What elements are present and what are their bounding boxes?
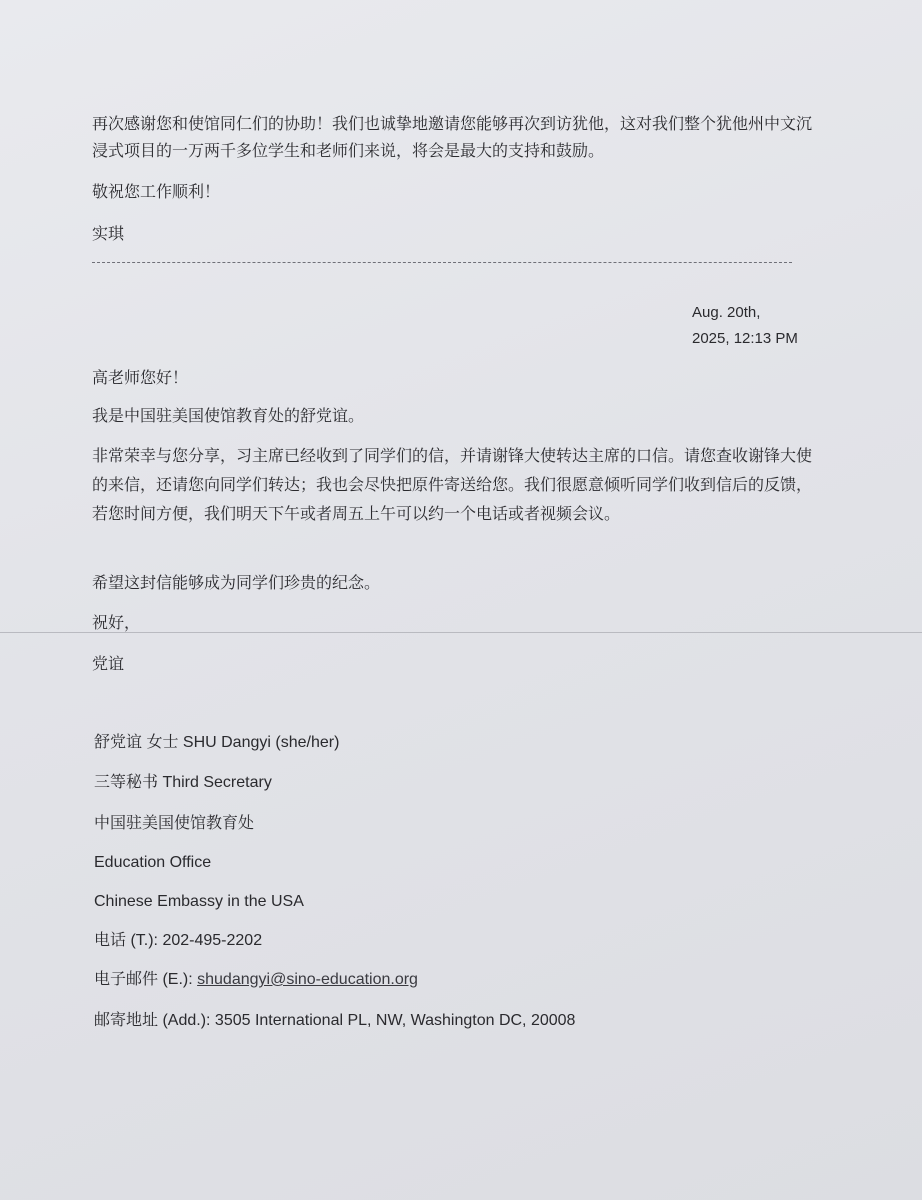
reply-hope: 希望这封信能够成为同学们珍贵的纪念。: [92, 573, 381, 592]
closing-wishes: 敬祝您工作顺利！: [92, 182, 221, 201]
dashed-divider: [92, 262, 792, 263]
reply-regards: 祝好，: [92, 613, 141, 632]
reply-greeting: 高老师您好！: [92, 368, 189, 387]
reply-date-line1: Aug. 20th,: [692, 304, 761, 321]
reply-signature: 党谊: [92, 654, 125, 673]
contact-email-line: [94, 969, 418, 991]
contact-address-line: [94, 1010, 575, 1032]
reply-body: 非常荣幸与您分享，习主席已经收到了同学们的信，并请谢锋大使转达主席的口信。请您查收谢锋大使的来信，还请您向同学们转达；我也会尽快把原件寄送给您。我们很愿意倾听同学们收到信后的反馈，若您时间方便，我们明天下午或者周五上午可以约一个电话或者视频会议。: [92, 446, 813, 523]
contact-phone-line: [94, 930, 262, 952]
contact-phone: 202-495-2202: [162, 932, 263, 949]
contact-title: 三等秘书 Third Secretary: [94, 774, 272, 791]
reply-date: [692, 300, 798, 352]
reply-date-line2: 2025, 12:13 PM: [692, 330, 798, 347]
closing-signature: 实琪: [92, 224, 125, 243]
contact-office-cn: 中国驻美国使馆教育处: [94, 815, 255, 832]
contact-email-label: 电子邮件 (E.):: [94, 971, 198, 988]
contact-email-link[interactable]: shudangyi@sino-education.org: [197, 971, 418, 988]
contact-office-en: Education Office: [94, 854, 212, 871]
contact-address-label: 邮寄地址 (Add.):: [94, 1012, 215, 1029]
contact-phone-label: 电话 (T.):: [94, 932, 163, 949]
reply-intro: 我是中国驻美国使馆教育处的舒党谊。: [92, 406, 365, 425]
contact-embassy: Chinese Embassy in the USA: [94, 893, 304, 910]
closing-paragraph: 再次感谢您和使馆同仁们的协助！我们也诚挚地邀请您能够再次到访犹他，这对我们整个犹他州中文沉浸式项目的一万两千多位学生和老师们来说，将会是最大的支持和鼓励。: [92, 114, 813, 160]
contact-address: 3505 International PL, NW, Washington DC, 20008: [214, 1012, 576, 1029]
contact-name: 舒党谊 女士 SHU Dangyi (she/her): [94, 734, 340, 751]
